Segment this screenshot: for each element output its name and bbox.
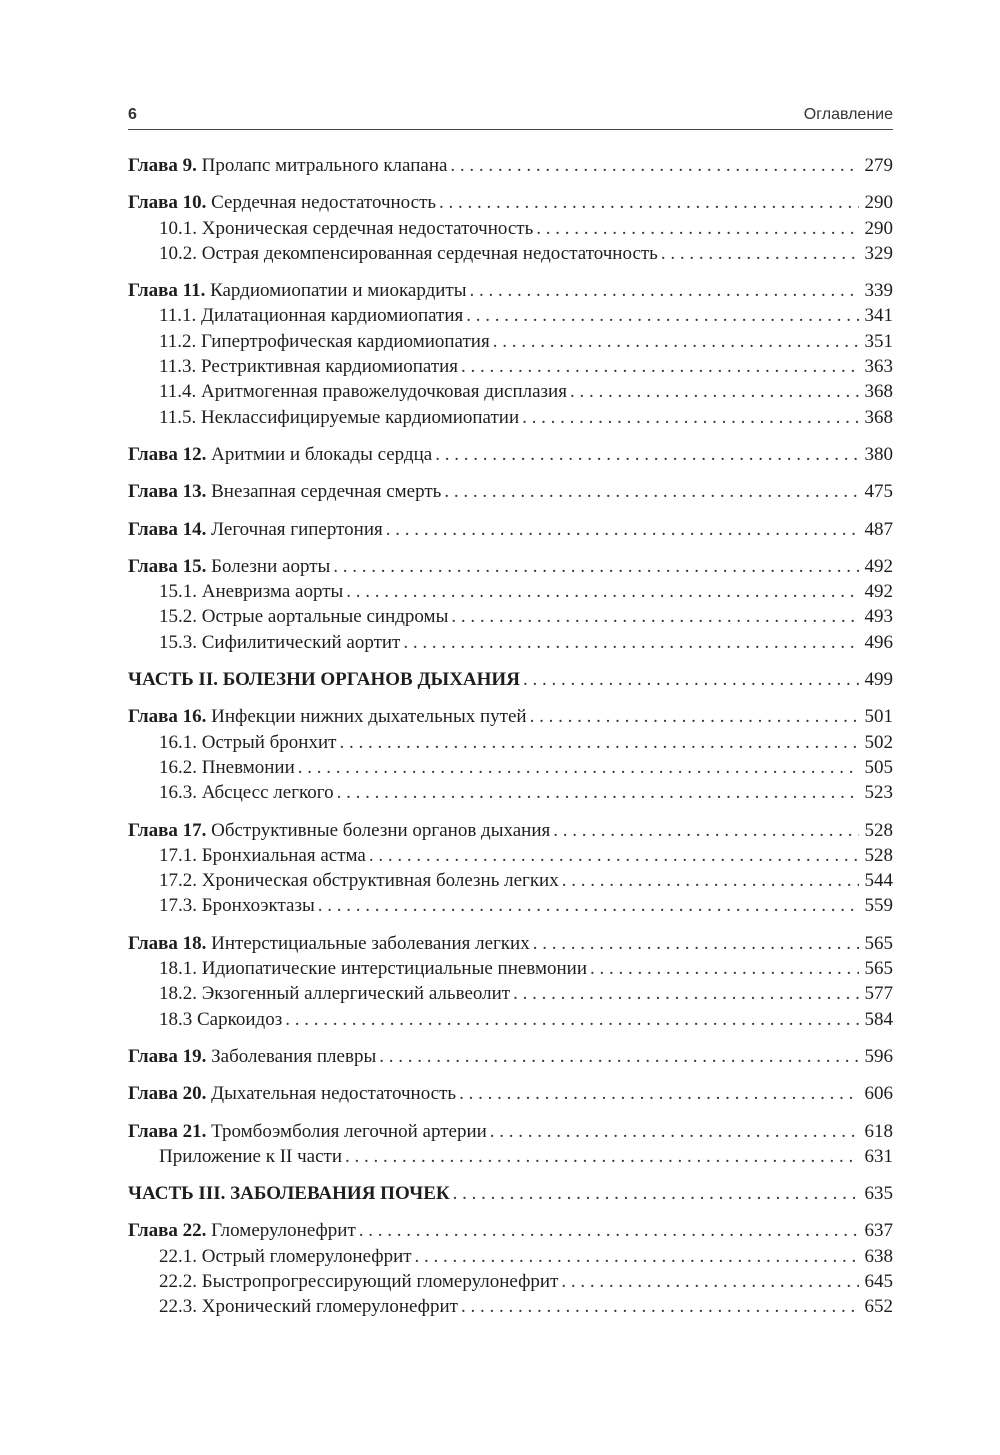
dot-leader [562,868,859,893]
toc-chapter-group [128,554,893,655]
toc-chapter-group [128,704,893,805]
entry-title [128,278,467,303]
toc-section-entry[interactable] [128,868,893,893]
toc-chapter-entry[interactable] [128,818,893,843]
dot-leader [379,1044,858,1069]
toc-chapter-group [128,442,893,467]
page-ref: 638 [864,1245,893,1267]
entry-title [159,956,587,981]
entry-text: 22.2. Быстропрогрессирующий гломерулонефрит [159,1270,559,1292]
entry-text: Болезни аорты [206,555,331,577]
entry-title [159,1294,458,1319]
toc-section-entry[interactable] [128,579,893,604]
table-of-contents [128,153,893,1332]
entry-text: 10.2. Острая декомпенсированная сердечная недостаточность [159,242,658,264]
dot-leader [444,479,858,504]
entry-title [128,479,441,504]
chapter-number: Глава 11. [128,280,206,302]
entry-text: 11.5. Неклассифицируемые кардиомиопатии [159,406,520,428]
toc-section-entry[interactable] [128,1244,893,1269]
page-ref: 645 [864,1270,893,1292]
toc-part [128,667,893,692]
toc-part [128,1181,893,1206]
dot-leader [461,354,858,379]
dot-leader [439,190,858,215]
page-ref: 577 [864,983,893,1005]
chapter-number: Глава 20. [128,1083,207,1105]
toc-section-entry[interactable] [128,956,893,981]
dot-leader [490,1119,859,1144]
dot-leader [513,981,858,1006]
dot-leader [470,278,859,303]
entry-text: 10.1. Хроническая сердечная недостаточность [159,217,534,239]
toc-chapter-group [128,479,893,504]
dot-leader [533,931,859,956]
entry-text: Кардиомиопатии и миокардиты [205,280,467,302]
page-number: 6 [128,106,137,123]
page-ref: 492 [864,555,893,577]
dot-leader [523,667,859,692]
toc-section-entry[interactable] [128,893,893,918]
chapter-number: Глава 22. [128,1220,207,1242]
chapter-number: Глава 13. [128,481,207,503]
entry-title [159,354,458,379]
entry-title [159,379,567,404]
dot-leader [450,153,858,178]
page-ref: 290 [864,192,893,214]
running-header [128,104,893,130]
page-ref: 523 [864,782,893,804]
dot-leader [333,554,858,579]
toc-chapter-entry[interactable] [128,278,893,303]
entry-title [159,755,295,780]
entry-title [128,190,436,215]
dot-leader [435,442,858,467]
toc-chapter-entry[interactable] [128,190,893,215]
chapter-number: Глава 9. [128,155,197,176]
toc-section-entry[interactable] [128,755,893,780]
entry-text: Инфекции нижних дыхательных путей [206,706,527,728]
entry-text: 16.3. Абсцесс легкого [159,782,334,804]
entry-title [128,931,530,956]
entry-title [159,303,463,328]
page-ref: 606 [864,1083,893,1105]
dot-leader [536,216,858,241]
dot-leader [466,303,858,328]
chapter-number: Глава 15. [128,555,207,577]
page-ref: 380 [864,443,893,465]
page-ref: 339 [864,280,893,302]
entry-title [128,554,330,579]
toc-chapter-entry[interactable] [128,442,893,467]
page-ref: 565 [864,958,893,980]
toc-chapter-group [128,818,893,919]
page-ref: 496 [864,631,893,653]
entry-text: Легочная гипертония [206,518,383,540]
toc-section-entry[interactable] [128,303,893,328]
page-ref: 528 [864,844,893,866]
toc-chapter-entry[interactable] [128,704,893,729]
dot-leader [345,1144,858,1169]
entry-title [128,818,550,843]
entry-text: Сердечная недостаточность [206,192,437,214]
entry-title [128,1081,456,1106]
entry-text: ЧАСТЬ III. ЗАБОЛЕВАНИЯ ПОЧЕК [128,1183,450,1205]
entry-text: 17.3. Бронхоэктазы [159,895,315,917]
entry-title [159,893,315,918]
entry-text: 17.2. Хроническая обструктивная болезнь легких [159,870,559,892]
toc-section-entry[interactable] [128,780,893,805]
entry-text: 11.4. Аритмогенная правожелудочковая дисплазия [159,381,567,403]
running-title: Оглавление [803,106,893,123]
page-ref: 559 [864,895,893,917]
entry-text: 17.1. Бронхиальная астма [159,844,366,866]
dot-leader [298,755,859,780]
toc-section-entry[interactable] [128,354,893,379]
entry-text: 16.2. Пневмонии [159,756,295,778]
entry-title [159,868,559,893]
dot-leader [451,604,858,629]
toc-section-entry[interactable] [128,843,893,868]
page-ref: 492 [864,581,893,603]
entry-text: 11.2. Гипертрофическая кардиомиопатия [159,330,490,352]
page-ref: 351 [864,330,893,352]
toc-chapter-group [128,931,893,1032]
toc-part-entry[interactable] [128,667,893,692]
page-ref: 368 [864,406,893,428]
chapter-number: Глава 12. [128,443,207,465]
entry-text: 18.3 Саркоидоз [159,1008,283,1030]
entry-title [159,1007,282,1032]
page-ref: 290 [864,217,893,239]
page-ref: 499 [864,669,893,691]
page-ref: 652 [864,1296,893,1318]
entry-title [128,153,447,178]
page-ref: 363 [864,356,893,378]
entry-title [128,442,432,467]
toc-chapter-entry[interactable] [128,153,893,178]
toc-section-entry[interactable] [128,730,893,755]
dot-leader [339,730,858,755]
page-ref: 502 [864,731,893,753]
dot-leader [561,1269,858,1294]
toc-section-entry[interactable] [128,630,893,655]
entry-text: 15.3. Сифилитический аортит [159,631,401,653]
entry-text: Тромбоэмболия легочной артерии [206,1120,487,1142]
dot-leader [570,379,859,404]
entry-title [159,780,334,805]
toc-chapter-entry[interactable] [128,1218,893,1243]
page-ref: 279 [864,155,893,176]
page-ref: 637 [864,1220,893,1242]
entry-text: 22.3. Хронический гломерулонефрит [159,1296,458,1318]
toc-chapter-group [128,153,893,178]
entry-text: 11.3. Рестриктивная кардиомиопатия [159,356,459,378]
entry-title [159,730,336,755]
dot-leader [530,704,859,729]
entry-title [159,604,448,629]
entry-title [159,329,490,354]
entry-text: 15.2. Острые аортальные синдромы [159,606,449,628]
toc-chapter-entry[interactable] [128,1119,893,1144]
chapter-number: Глава 14. [128,518,207,540]
toc-chapter-group [128,1044,893,1069]
toc-section-entry[interactable] [128,981,893,1006]
toc-section-entry[interactable] [128,1294,893,1319]
dot-leader [318,893,859,918]
toc-section-entry[interactable] [128,604,893,629]
dot-leader [553,818,858,843]
entry-text: 16.1. Острый бронхит [159,731,337,753]
chapter-number: Глава 10. [128,192,207,214]
page-ref: 565 [864,932,893,954]
toc-chapter-entry[interactable] [128,479,893,504]
dot-leader [337,780,859,805]
entry-text: Обструктивные болезни органов дыхания [206,819,551,841]
page-ref: 505 [864,756,893,778]
toc-chapter-entry[interactable] [128,1044,893,1069]
toc-chapter-entry[interactable] [128,554,893,579]
entry-text: 22.1. Острый гломерулонефрит [159,1245,412,1267]
dot-leader [285,1007,858,1032]
toc-section-entry[interactable] [128,405,893,430]
chapter-number: Глава 21. [128,1120,207,1142]
toc-chapter-group [128,1081,893,1106]
dot-leader [369,843,859,868]
toc-section-entry[interactable] [128,1269,893,1294]
entry-title [128,1119,487,1144]
page-ref: 368 [864,381,893,403]
chapter-number: Глава 17. [128,819,207,841]
entry-title [159,216,533,241]
page-ref: 501 [864,706,893,728]
toc-section-entry[interactable] [128,329,893,354]
page-ref: 618 [864,1120,893,1142]
entry-text: Гломерулонефрит [206,1220,356,1242]
entry-title [159,579,343,604]
entry-text: Интерстициальные заболевания легких [206,932,530,954]
entry-title [128,667,520,692]
toc-chapter-entry[interactable] [128,1081,893,1106]
chapter-number: Глава 16. [128,706,207,728]
dot-leader [493,329,859,354]
dot-leader [403,630,858,655]
entry-text: ЧАСТЬ II. БОЛЕЗНИ ОРГАНОВ ДЫХАНИЯ [128,669,520,691]
page-ref: 544 [864,870,893,892]
entry-text: 18.1. Идиопатические интерстициальные пневмонии [159,958,587,980]
dot-leader [522,405,858,430]
toc-chapter-entry[interactable] [128,517,893,542]
dot-leader [590,956,859,981]
toc-section-entry[interactable] [128,241,893,266]
dot-leader [661,241,859,266]
entry-title [128,517,383,542]
entry-text: 18.2. Экзогенный аллергический альвеолит [159,983,511,1005]
entry-title [159,405,519,430]
entry-text: Заболевания плевры [206,1045,377,1067]
entry-title [159,843,366,868]
entry-title [128,1181,450,1206]
dot-leader [386,517,859,542]
entry-text: Дыхательная недостаточность [206,1083,457,1105]
toc-chapter-group [128,1218,893,1319]
entry-text: Пролапс митрального клапана [196,155,448,176]
toc-section-entry[interactable] [128,1144,893,1169]
toc-section-entry[interactable] [128,216,893,241]
entry-title [159,630,400,655]
dot-leader [453,1181,859,1206]
toc-chapter-group [128,1119,893,1170]
dot-leader [359,1218,859,1243]
toc-chapter-group [128,278,893,430]
toc-section-entry[interactable] [128,379,893,404]
toc-chapter-entry[interactable] [128,931,893,956]
page-ref: 475 [864,481,893,503]
page-ref: 528 [864,819,893,841]
entry-title [128,704,527,729]
dot-leader [415,1244,859,1269]
page-ref: 487 [864,518,893,540]
page-ref: 341 [864,305,893,327]
entry-title [159,1244,412,1269]
page-ref: 584 [864,1008,893,1030]
page-ref: 596 [864,1045,893,1067]
chapter-number: Глава 18. [128,932,207,954]
entry-text: 11.1. Дилатационная кардиомиопатия [159,305,464,327]
entry-title [159,1269,558,1294]
toc-chapter-group [128,190,893,266]
entry-title [159,241,658,266]
toc-part-entry[interactable] [128,1181,893,1206]
entry-text: 15.1. Аневризма аорты [159,581,344,603]
dot-leader [459,1081,858,1106]
toc-section-entry[interactable] [128,1007,893,1032]
entry-title [128,1044,376,1069]
toc-chapter-group [128,517,893,542]
page-ref: 329 [864,242,893,264]
dot-leader [346,579,858,604]
page-ref: 635 [864,1183,893,1205]
entry-text: Аритмии и блокады сердца [206,443,433,465]
page-ref: 631 [864,1145,893,1167]
entry-text: Приложение к II части [159,1145,343,1167]
entry-title [128,1218,356,1243]
chapter-number: Глава 19. [128,1045,207,1067]
entry-text: Внезапная сердечная смерть [206,481,442,503]
entry-title [159,1144,342,1169]
dot-leader [461,1294,859,1319]
page-ref: 493 [864,606,893,628]
entry-title [159,981,510,1006]
